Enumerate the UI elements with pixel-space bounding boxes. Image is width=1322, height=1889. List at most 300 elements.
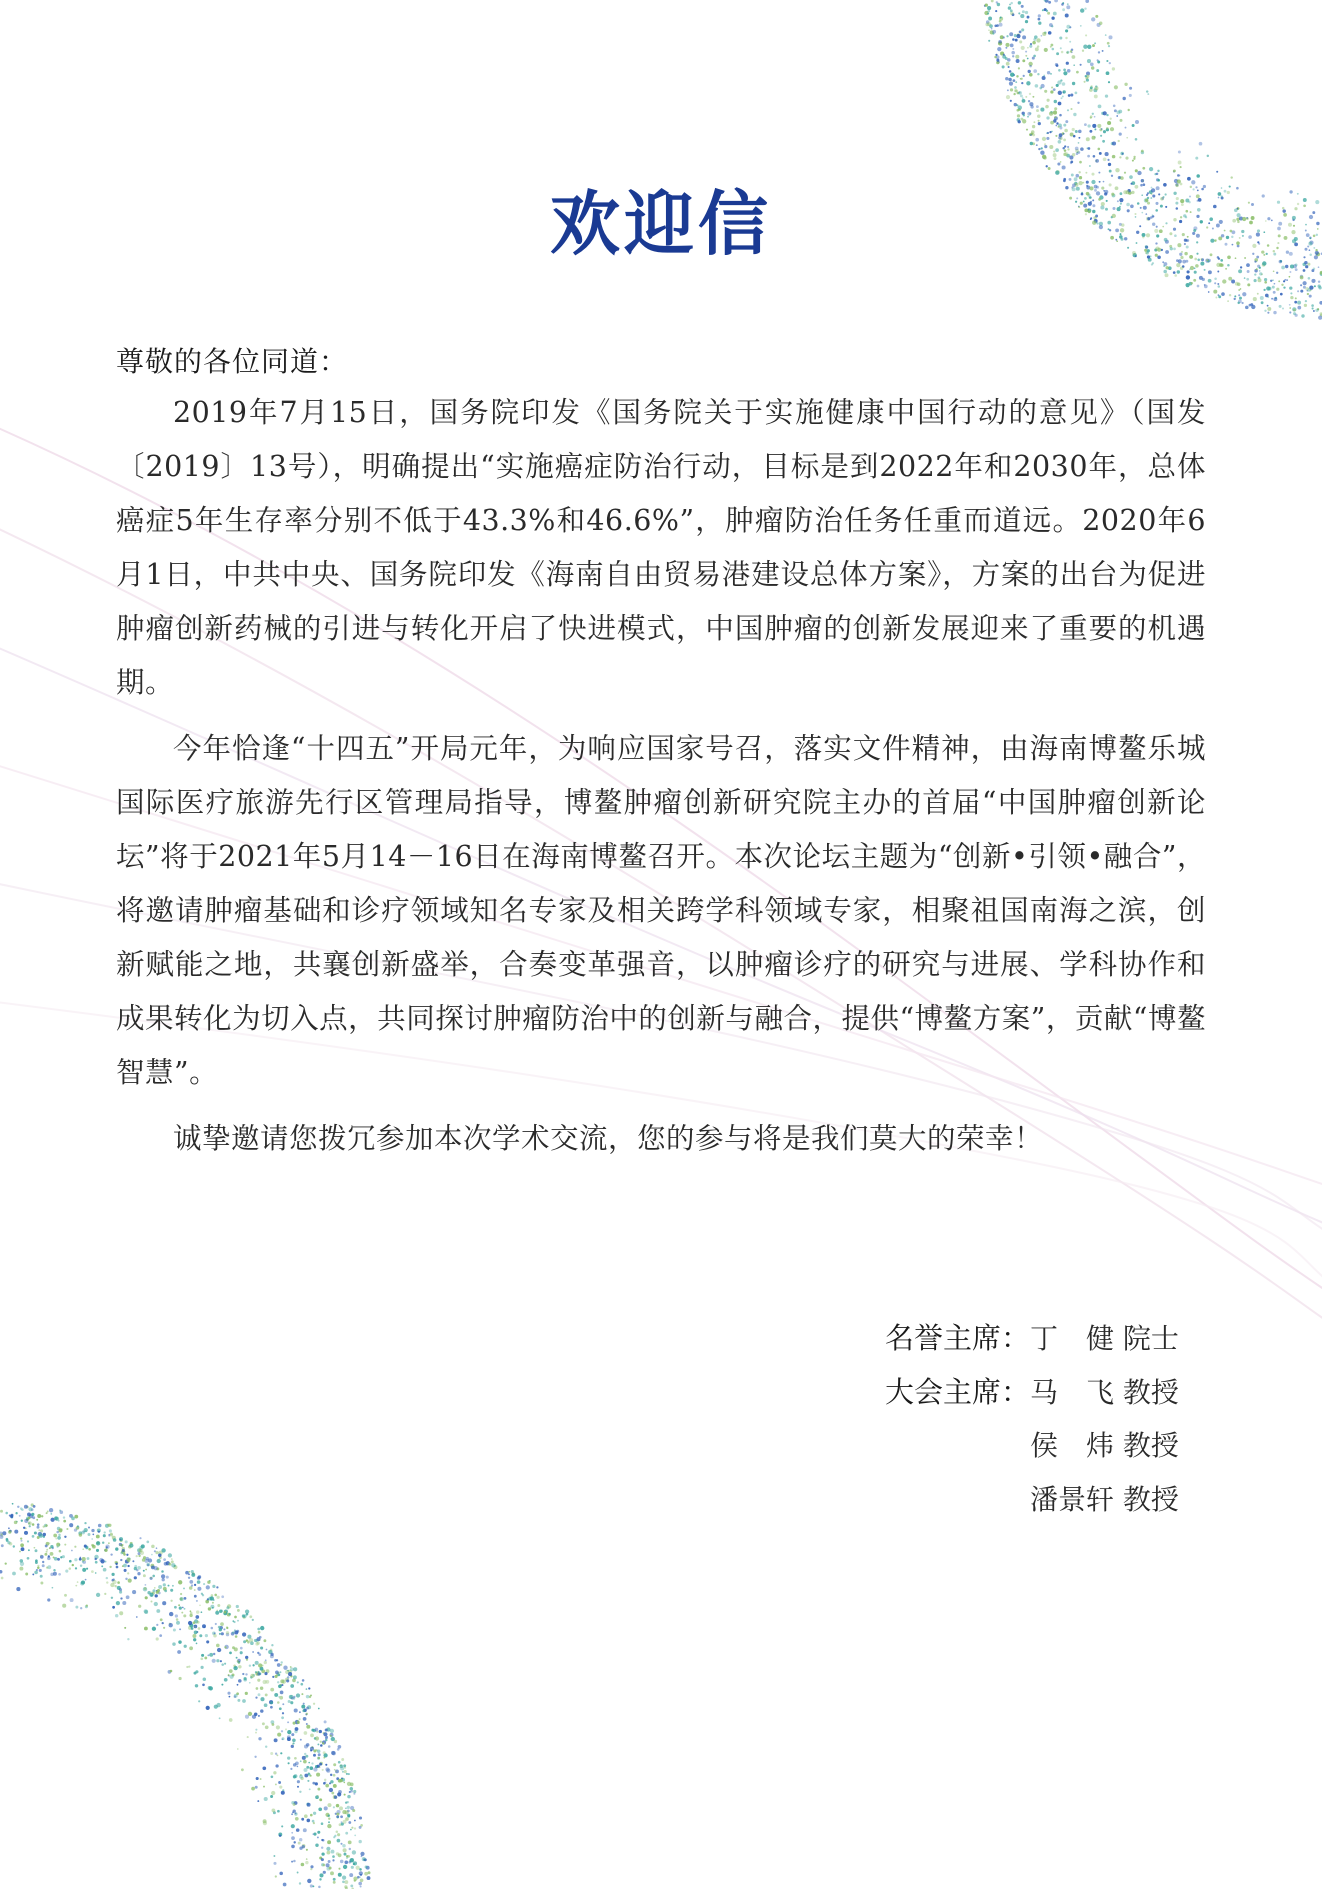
decorative-dot [8, 1530, 11, 1533]
decorative-dot [47, 1565, 51, 1569]
decorative-dot [106, 1577, 108, 1579]
decorative-dot [65, 1570, 68, 1573]
decorative-dot [1277, 227, 1281, 231]
decorative-dot [82, 1560, 86, 1564]
decorative-dot [1248, 235, 1252, 239]
decorative-dot [35, 1559, 38, 1562]
signature-row [116, 1478, 1206, 1532]
decorative-dot [1240, 288, 1242, 290]
decorative-dot [1284, 236, 1288, 240]
decorative-dot [1283, 280, 1285, 282]
decorative-dot [95, 1561, 98, 1564]
decorative-dot [1239, 297, 1242, 300]
decorative-dot [55, 1517, 59, 1521]
decorative-dot [1246, 263, 1250, 267]
decorative-dot [1297, 290, 1299, 292]
decorative-dot [1277, 242, 1279, 244]
decorative-dot [1267, 244, 1270, 247]
decorative-dot [86, 1568, 88, 1570]
decorative-dot [80, 1607, 82, 1609]
decorative-dot [38, 1532, 42, 1536]
decorative-dot [1317, 308, 1319, 310]
decorative-dot [20, 1507, 23, 1510]
decorative-dot [46, 1549, 48, 1551]
decorative-dot [1313, 235, 1316, 238]
decorative-dot [50, 1545, 53, 1548]
decorative-dot [1229, 294, 1231, 296]
decorative-dot [96, 1542, 99, 1545]
decorative-dot [1317, 228, 1319, 230]
decorative-dot [1282, 307, 1284, 309]
decorative-dot [1273, 250, 1275, 252]
decorative-dot [32, 1573, 34, 1575]
decorative-dot [21, 1509, 24, 1512]
decorative-dot [1262, 194, 1265, 197]
decorative-dot [63, 1520, 66, 1523]
decorative-dot [1305, 230, 1307, 232]
decorative-dot [1309, 289, 1311, 291]
decorative-dot [1310, 238, 1312, 240]
decorative-dot [1285, 265, 1288, 268]
decorative-dot [69, 1567, 72, 1570]
decorative-dot [97, 1541, 100, 1544]
decorative-dot [1242, 217, 1246, 221]
decorative-dot [1220, 259, 1223, 262]
decorative-dot [1217, 283, 1219, 285]
decorative-dot [1242, 302, 1244, 304]
decorative-dot [103, 1568, 107, 1572]
decorative-dot [1263, 289, 1265, 291]
decorative-dot [1305, 287, 1309, 291]
decorative-dot [46, 1551, 48, 1553]
decorative-dot [85, 1579, 87, 1581]
decorative-dot [1286, 279, 1288, 281]
decorative-dot [1214, 277, 1217, 280]
decorative-dot [104, 1531, 106, 1533]
decorative-dot [1244, 257, 1246, 259]
decorative-dot [1234, 209, 1238, 213]
decorative-dot [98, 1524, 102, 1528]
decorative-dot [28, 1521, 32, 1525]
decorative-dot [36, 1519, 38, 1521]
decorative-dot [62, 1604, 66, 1608]
decorative-dot [50, 1573, 54, 1577]
decorative-dot [64, 1544, 66, 1546]
decorative-dot [1237, 302, 1239, 304]
decorative-dot [44, 1553, 47, 1556]
decorative-dot [42, 1564, 45, 1567]
decorative-dot [1309, 215, 1313, 219]
decorative-dot [1268, 287, 1272, 291]
decorative-dot [1232, 244, 1234, 246]
decorative-dot [74, 1546, 76, 1548]
decorative-dot [59, 1509, 61, 1511]
decorative-dot [88, 1533, 91, 1536]
decorative-dot [1221, 187, 1223, 189]
decorative-dot [20, 1543, 24, 1547]
decorative-dot [1254, 279, 1257, 282]
decorative-dot [59, 1528, 62, 1531]
decorative-dot [1239, 237, 1241, 239]
decorative-dot [53, 1534, 57, 1538]
decorative-dot [1267, 312, 1269, 314]
decorative-dot [1274, 283, 1276, 285]
decorative-dot [1308, 242, 1312, 246]
decorative-dot [1303, 204, 1306, 207]
decorative-dot [1206, 259, 1208, 261]
decorative-dot [1261, 301, 1264, 304]
decorative-dot [91, 1570, 94, 1573]
decorative-dot [1221, 292, 1225, 296]
decorative-dot [26, 1506, 29, 1509]
decorative-dot [1309, 249, 1311, 251]
decorative-dot [0, 1533, 2, 1535]
decorative-dot [1282, 209, 1285, 212]
decorative-dot [40, 1575, 43, 1578]
decorative-dot [1297, 193, 1299, 195]
decorative-dot [1264, 281, 1267, 284]
decorative-dot [1257, 293, 1259, 295]
decorative-dot [1208, 222, 1210, 224]
decorative-dot [1309, 236, 1312, 239]
decorative-dot [1267, 296, 1269, 298]
decorative-dot [1305, 300, 1307, 302]
decorative-dot [1305, 265, 1308, 268]
decorative-dot [6, 1539, 9, 1542]
decorative-dot [1263, 231, 1265, 233]
salutation: 尊敬的各位同道： [116, 345, 349, 378]
page-title: 欢迎信 [550, 182, 772, 265]
decorative-dot [1304, 248, 1307, 251]
decorative-dot [1272, 279, 1274, 281]
decorative-dot [71, 1550, 73, 1552]
decorative-dot [48, 1555, 50, 1557]
decorative-dot [1237, 213, 1241, 217]
decorative-dot [71, 1517, 75, 1521]
decorative-dot [1235, 282, 1239, 286]
decorative-dot [1, 1544, 4, 1547]
decorative-dot [1313, 268, 1316, 271]
decorative-dot [1264, 310, 1266, 312]
decorative-dot [84, 1528, 88, 1532]
decorative-dot [14, 1530, 18, 1534]
decorative-dot [1311, 279, 1315, 283]
decorative-dot [1258, 278, 1262, 282]
decorative-dot [108, 1524, 111, 1527]
decorative-dot [1218, 295, 1221, 298]
decorative-dot [1290, 292, 1292, 294]
decorative-dot [1208, 259, 1211, 262]
decorative-dot [47, 1511, 49, 1513]
decorative-dot [111, 1579, 114, 1582]
decorative-dot [1246, 278, 1249, 281]
decorative-dot [50, 1513, 52, 1515]
decorative-dot [1266, 253, 1268, 255]
decorative-dot [1218, 197, 1220, 199]
decorative-dot [28, 1517, 31, 1520]
decorative-dot [19, 1551, 21, 1553]
decorative-dot [1216, 263, 1220, 267]
decorative-dot [88, 1548, 91, 1551]
decorative-dot [1315, 249, 1317, 251]
decorative-dot [1294, 243, 1298, 247]
decorative-dot [74, 1558, 77, 1561]
decorative-dot [1227, 300, 1229, 302]
decorative-dot [1309, 285, 1313, 289]
decorative-dot [1225, 243, 1228, 246]
decorative-dot [1246, 217, 1248, 219]
decorative-dot [85, 1546, 88, 1549]
decorative-dot [108, 1534, 110, 1536]
decorative-dot [1227, 264, 1230, 267]
decorative-dot [1309, 253, 1312, 256]
decorative-dot [7, 1541, 10, 1544]
decorative-dot [1315, 309, 1318, 312]
decorative-dot [1256, 268, 1258, 270]
decorative-dot [14, 1521, 18, 1525]
decorative-dot [1282, 207, 1285, 210]
decorative-dot [1289, 304, 1291, 306]
decorative-dot [1251, 305, 1255, 309]
decorative-dot [20, 1562, 24, 1566]
decorative-dot [1289, 311, 1291, 313]
signature-name: 马 飞 教授 [1030, 1376, 1179, 1409]
letter-content [116, 0, 1206, 1889]
decorative-dot [46, 1512, 48, 1514]
decorative-dot [1208, 279, 1212, 283]
decorative-dot [1257, 265, 1260, 268]
decorative-dot [34, 1547, 36, 1549]
decorative-dot [64, 1594, 67, 1597]
decorative-dot [1214, 240, 1216, 242]
decorative-dot [1246, 217, 1248, 219]
decorative-dot [1262, 261, 1266, 265]
decorative-dot [104, 1549, 107, 1552]
decorative-dot [56, 1531, 59, 1534]
decorative-dot [1307, 290, 1309, 292]
decorative-dot [1294, 301, 1297, 304]
decorative-dot [105, 1545, 109, 1549]
decorative-dot [0, 1534, 3, 1537]
decorative-dot [1318, 284, 1321, 287]
decorative-dot [1247, 283, 1250, 286]
decorative-dot [19, 1515, 21, 1517]
decorative-dot [37, 1536, 40, 1539]
decorative-dot [1289, 276, 1291, 278]
decorative-dot [42, 1561, 44, 1563]
decorative-dot [1217, 271, 1219, 273]
decorative-dot [1315, 200, 1319, 204]
decorative-dot [1238, 300, 1242, 304]
decorative-dot [1280, 260, 1283, 263]
decorative-dot [60, 1510, 64, 1514]
decorative-dot [1209, 217, 1213, 221]
decorative-dot [1307, 293, 1309, 295]
decorative-dot [111, 1573, 114, 1576]
decorative-dot [1254, 269, 1257, 272]
decorative-dot [1286, 251, 1289, 254]
decorative-dot [1231, 280, 1235, 284]
decorative-dot [100, 1559, 104, 1563]
decorative-dot [1256, 256, 1259, 259]
decorative-dot [1227, 255, 1231, 259]
decorative-dot [1303, 286, 1306, 289]
decorative-dot [69, 1560, 72, 1563]
decorative-dot [1283, 286, 1285, 288]
decorative-dot [40, 1554, 42, 1556]
decorative-dot [40, 1555, 44, 1559]
signature-name: 丁 健 院士 [1030, 1322, 1179, 1355]
decorative-dot [108, 1535, 110, 1537]
decorative-dot [66, 1528, 68, 1530]
decorative-dot [80, 1582, 84, 1586]
decorative-dot [24, 1519, 28, 1523]
decorative-dot [1237, 221, 1240, 224]
decorative-dot [17, 1506, 19, 1508]
decorative-dot [24, 1505, 28, 1509]
decorative-dot [1221, 197, 1224, 200]
decorative-dot [74, 1528, 77, 1531]
decorative-dot [1238, 294, 1240, 296]
decorative-dot [47, 1598, 50, 1601]
decorative-dot [95, 1572, 97, 1574]
decorative-dot [25, 1573, 28, 1576]
decorative-dot [1273, 311, 1276, 314]
decorative-dot [1303, 198, 1307, 202]
decorative-dot [39, 1533, 43, 1537]
decorative-dot [1252, 253, 1254, 255]
decorative-dot [1316, 234, 1318, 236]
decorative-dot [1225, 268, 1227, 270]
decorative-dot [39, 1569, 42, 1572]
decorative-dot [1311, 304, 1314, 307]
decorative-dot [1292, 219, 1294, 221]
decorative-dot [1218, 258, 1220, 260]
decorative-dot [58, 1534, 61, 1537]
decorative-dot [57, 1543, 60, 1546]
decorative-dot [1224, 230, 1226, 232]
decorative-dot [20, 1559, 24, 1563]
decorative-dot [1273, 291, 1276, 294]
decorative-dot [77, 1581, 79, 1583]
decorative-dot [1231, 236, 1233, 238]
decorative-dot [1258, 243, 1260, 245]
decorative-dot [50, 1552, 54, 1556]
decorative-dot [1210, 239, 1214, 243]
decorative-dot [1281, 284, 1283, 286]
decorative-dot [1213, 290, 1217, 294]
decorative-dot [1309, 295, 1312, 298]
decorative-dot [72, 1564, 74, 1566]
decorative-dot [102, 1541, 104, 1543]
decorative-dot [1250, 303, 1253, 306]
decorative-dot [1249, 221, 1253, 225]
decorative-dot [1318, 286, 1321, 289]
decorative-dot [9, 1515, 11, 1517]
decorative-dot [1302, 263, 1305, 266]
decorative-dot [96, 1593, 100, 1597]
decorative-dot [85, 1547, 88, 1550]
decorative-dot [36, 1569, 38, 1571]
decorative-dot [1273, 253, 1276, 256]
decorative-dot [84, 1522, 86, 1524]
decorative-dot [110, 1533, 113, 1536]
decorative-dot [1214, 282, 1216, 284]
decorative-dot [105, 1561, 107, 1563]
decorative-dot [81, 1580, 85, 1584]
decorative-dot [1265, 220, 1267, 222]
decorative-dot [0, 1532, 3, 1536]
decorative-dot [79, 1557, 81, 1559]
decorative-dot [1311, 269, 1314, 272]
decorative-dot [37, 1567, 40, 1570]
decorative-dot [49, 1508, 53, 1512]
decorative-dot [69, 1514, 73, 1518]
decorative-dot [1210, 253, 1213, 256]
decorative-dot [1238, 269, 1242, 273]
decorative-dot [1214, 239, 1217, 242]
decorative-dot [0, 1535, 3, 1539]
decorative-dot [1267, 305, 1269, 307]
decorative-dot [1316, 222, 1319, 225]
decorative-dot [92, 1545, 96, 1549]
decorative-dot [57, 1536, 61, 1540]
decorative-dot [31, 1514, 33, 1516]
decorative-dot [1314, 255, 1318, 259]
decorative-dot [1294, 207, 1297, 210]
decorative-dot [82, 1530, 84, 1532]
decorative-dot [96, 1549, 99, 1552]
decorative-dot [1276, 288, 1279, 291]
decorative-dot [94, 1558, 96, 1560]
decorative-dot [112, 1578, 115, 1581]
signature-name: 潘景轩 教授 [1030, 1483, 1179, 1516]
decorative-dot [1314, 285, 1316, 287]
decorative-dot [1293, 309, 1296, 312]
decorative-dot [1216, 224, 1220, 228]
decorative-dot [1238, 289, 1240, 291]
decorative-dot [1307, 245, 1309, 247]
decorative-dot [55, 1538, 57, 1540]
decorative-dot [1271, 298, 1273, 300]
decorative-dot [57, 1546, 59, 1548]
decorative-dot [1276, 272, 1278, 274]
decorative-dot [28, 1522, 30, 1524]
signature-row [116, 1370, 1206, 1424]
decorative-dot [82, 1548, 84, 1550]
decorative-dot [6, 1538, 9, 1541]
decorative-dot [1267, 217, 1270, 220]
decorative-dot [1316, 252, 1320, 256]
decorative-dot [63, 1516, 65, 1518]
decorative-dot [53, 1569, 55, 1571]
decorative-dot [103, 1534, 106, 1537]
decorative-dot [1304, 261, 1307, 264]
decorative-dot [97, 1529, 101, 1533]
decorative-dot [98, 1531, 100, 1533]
decorative-dot [1258, 276, 1261, 279]
decorative-dot [1237, 245, 1240, 248]
decorative-dot [1289, 286, 1292, 289]
decorative-dot [110, 1583, 114, 1587]
decorative-dot [20, 1537, 22, 1539]
decorative-dot [1218, 192, 1222, 196]
decorative-dot [1239, 216, 1243, 220]
decorative-dot [1208, 270, 1212, 274]
decorative-dot [1259, 267, 1261, 269]
decorative-dot [1284, 279, 1286, 281]
decorative-dot [60, 1556, 62, 1558]
